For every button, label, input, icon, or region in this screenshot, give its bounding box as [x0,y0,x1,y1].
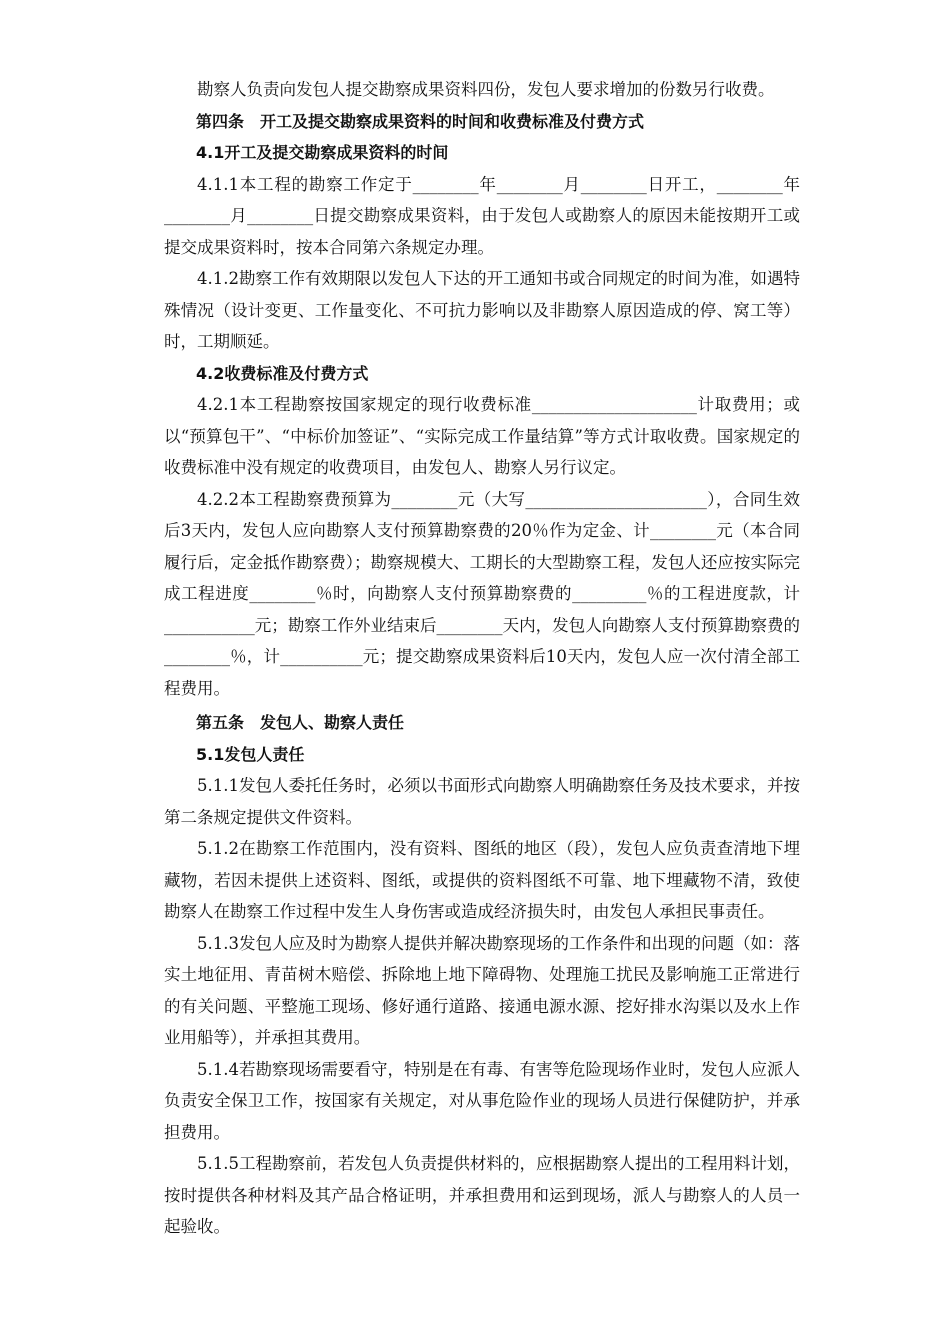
paragraph-5-1-4: 5.1.4若勘察现场需要看守，特别是在有毒、有害等危险现场作业时，发包人应派人负责安全保卫工作，按国家有关规定，对从事危险作业的现场人员进行保健防护，并承担费用。 [164,1059,800,1142]
heading-4-2: 4.2收费标准及付费方式 [196,363,369,383]
heading-5-1: 5.1发包人责任 [196,744,305,764]
paragraph-5-1-2: 5.1.2在勘察工作范围内，没有资料、图纸的地区（段），发包人应负责查清地下埋藏物，若因未提供上述资料、图纸，或提供的资料图纸不可靠、地下埋藏物不清，致使勘察人在勘察工作过程中发生人身伤害或造成经济损失时，由发包人承担民事责任。 [164,839,800,921]
heading-article-4: 第四条 开工及提交勘察成果资料的时间和收费标准及付费方式 [196,111,645,131]
paragraph-4-2-2: 4.2.2本工程勘察费预算为________元（大写______________________），合同生效后3天内，发包人应向勘察人支付预算勘察费的20％作为定金、计________元（本合同履行后，定金抵作勘察费）；勘察规模大、工期长的大型勘察工程，发包人还应按实际完成工程进度________％时，向勘察人支付预算勘察费的_________％的工程进度款，计___________元；勘察工作外业结束后________天内，发包人向勘察人支付预算勘察费的________％，计__________元；提交勘察成果资料后10天内，发包人应一次付清全部工程费用。 [164,489,800,698]
paragraph-4-2-1: 4.2.1本工程勘察按国家规定的现行收费标准____________________计取费用；或以“预算包干”、“中标价加签证”、“实际完成工作量结算”等方式计取收费。国家规定的收费标准中没有规定的收费项目，由发包人、勘察人另行议定。 [164,395,800,477]
paragraph-5-1-5: 5.1.5工程勘察前，若发包人负责提供材料的，应根据勘察人提出的工程用料计划，按时提供各种材料及其产品合格证明，并承担费用和运到现场，派人与勘察人的人员一起验收。 [164,1154,800,1236]
heading-article-5: 第五条 发包人、勘察人责任 [196,713,405,732]
paragraph-copies: 勘察人负责向发包人提交勘察成果资料四份，发包人要求增加的份数另行收费。 [197,80,775,99]
paragraph-5-1-3: 5.1.3发包人应及时为勘察人提供并解决勘察现场的工作条件和出现的问题（如：落实土地征用、青苗树木赔偿、拆除地上地下障碍物、处理施工扰民及影响施工正常进行的有关问题、平整施工现场、修好通行道路、接通电源水源、挖好排水沟渠以及水上作业用船等），并承担其费用。 [164,933,800,1047]
paragraph-5-1-1: 5.1.1发包人委托任务时，必须以书面形式向勘察人明确勘察任务及技术要求，并按第二条规定提供文件资料。 [164,776,800,827]
heading-4-1: 4.1开工及提交勘察成果资料的时间 [196,143,449,162]
document-page [164,74,800,1243]
paragraph-4-1-1: 4.1.1本工程的勘察工作定于________年________月________日开工，________年________月________日提交勘察成果资料，由于发包人或勘察人的原因未能按期开工或提交成果资料时，按本合同第六条规定办理。 [164,174,800,257]
paragraph-4-1-2: 4.1.2勘察工作有效期限以发包人下达的开工通知书或合同规定的时间为准，如遇特殊情况（设计变更、工作量变化、不可抗力影响以及非勘察人原因造成的停、窝工等）时，工期顺延。 [164,269,800,351]
